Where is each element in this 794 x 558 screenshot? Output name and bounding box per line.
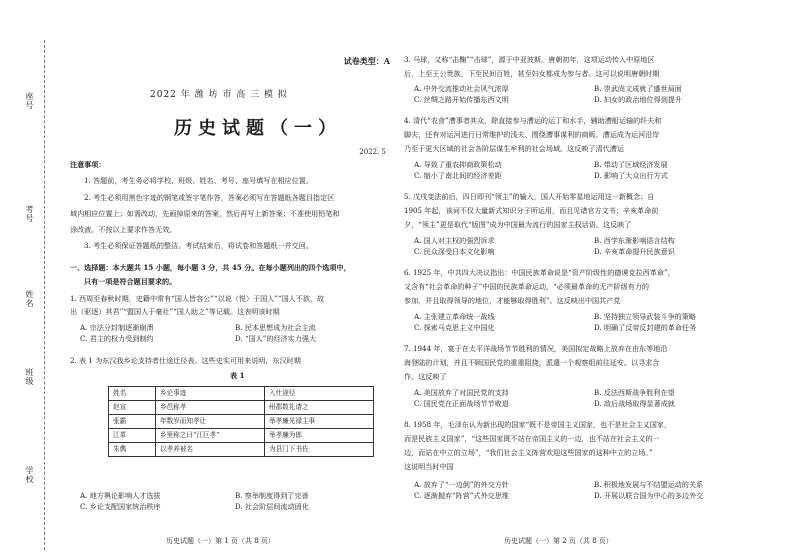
table-header-cell: 入仕途径 (265, 387, 374, 401)
question-4-text: 4. 清代“农食”漕事者其众，除直接参与漕运的运丁和水手，辅助漕船运输的纤夫和 (404, 116, 662, 125)
question-7-options (414, 388, 764, 410)
question-6-text: 又含有“社会革命的种子”中国的民族革命运动，“必须最革命的无产阶级有力的 (404, 282, 649, 291)
option: C. 君主的权力受到制约 (80, 333, 154, 343)
option: D. 社会阶层间流动固化 (235, 501, 309, 511)
question-6-options (414, 312, 764, 334)
question-6-text: 参加，并且取得领导的地位，才能够取得胜利”。这反映出中国共产党 (404, 296, 621, 305)
exam-no-field (24, 205, 35, 223)
option: C. 国民党在正面战场节节败退 (414, 398, 509, 408)
option: D. 妇女的政治地位得到提升 (594, 94, 682, 104)
notice-line: 3. 考生必须保证答题纸的整洁。考试结束后，将试卷和答题纸一并交回。 (84, 241, 313, 250)
option: A. 主张建立革命统一战线 (414, 312, 495, 321)
question-5-text: 1905 年起，该词不仅大量新式知识分子所运用，而且见诸官方文书；辛亥革命前 (404, 206, 659, 215)
table-cell: 以孝养被名 (156, 443, 265, 457)
option: D. 明确了反帝反封建的革命任务 (594, 322, 697, 332)
table-cell: 举孝廉光禄主事 (265, 415, 374, 429)
question-8-text: 8. 1958 年，毛泽东认为新出现的国家“既不是帝国主义国家，也不是社会主义国家， (404, 420, 672, 429)
option: A. 宗法分封制逐渐崩溃 (80, 323, 154, 332)
question-5-options (414, 236, 764, 258)
table-cell: 乡里称之曰“江巨孝” (156, 429, 265, 443)
option: B. 西学东渐影响语言结构 (594, 236, 675, 245)
table-cell: 举孝廉为郎 (265, 429, 374, 443)
table-header-cell: 姓名 (109, 387, 156, 401)
option: A. 美国放弃了对国民党的支持 (414, 388, 509, 397)
option: B. 积极地发展与不结盟运动的关系 (594, 480, 704, 489)
option: D. 辛亥革命提升民族意识 (594, 246, 675, 256)
question-8-text: 而是民族主义国家”，“这些国家既不站在帝国主义的一边，也不站在社会主义的一 (404, 434, 660, 443)
question-7-text: 作。这反映了 (404, 372, 447, 381)
question-8-text: 这说明当时中国 (404, 462, 454, 471)
option: D. 敌后战场取得显著成就 (594, 398, 675, 408)
binding-line (44, 40, 45, 550)
question-6-text: 6. 1925 年，中共四大决议指出：中国民族革命说是“资产阶级性的德谟克拉西革命”， (404, 268, 675, 277)
school-field (24, 466, 35, 484)
paper-type: 试卷类型：A (343, 56, 390, 66)
question-2-options (80, 491, 380, 513)
seat-field (24, 92, 35, 110)
question-3-options (414, 84, 764, 106)
table-1 (108, 386, 374, 457)
table-cell: 张霸 (109, 415, 156, 429)
question-3-text: 3. 马球，又称“击鞠”“击球”，源于中亚波斯。唐朝初年，这项运动传入中原地区 (404, 55, 655, 64)
option: C. 民众深受日本文化影响 (414, 246, 495, 256)
option: C. 探索马克思主义中国化 (414, 322, 495, 332)
notice-heading: 注意事项： (70, 160, 106, 169)
question-1-text: 出（驱逐）其君”“盟国人于毫社”“国人助之”等记载。这表明该时期 (70, 307, 280, 316)
option: D. “国人”的经济实力强大 (235, 333, 317, 343)
table-row (109, 401, 374, 415)
exam-date: 2022. 5 (359, 148, 386, 156)
option: D. 影响了大众出行方式 (594, 170, 668, 180)
margin-label-school: 学校 (25, 466, 34, 484)
margin-label-name: 姓名 (25, 290, 34, 308)
section-heading: 一、选择题：本大题共 15 小题，每小题 3 分，共 45 分。在每小题列出的四个选项中， (70, 263, 351, 272)
table-cell: 为县门下书佐 (265, 443, 374, 457)
notice-line: 2. 考生必须用黑色字迹的钢笔或签字笔作答，答案必须写在答题纸各题目指定区 (84, 193, 335, 202)
page-2-column (404, 0, 782, 558)
question-7-text: 海登陆的计划，并且不顾国民党的重重阻挠，派遣一个观察组前往延安。以寻求合 (404, 358, 660, 367)
notice-line: 1. 答题前，考生务必将学校、班级、姓名、考号、座号填写在相应位置。 (84, 176, 313, 185)
option: D. 开展以联合国为中心的多边外交 (594, 490, 704, 500)
table-row (109, 415, 374, 429)
table-cell: 乡邑称孝 (156, 401, 265, 415)
table-cell: 年数岁而知孝让 (156, 415, 265, 429)
option: C. 丝绸之路开始传播东西文明 (414, 94, 509, 104)
question-5-text: 夕，“领主”更是取代“版图”成为中国最为流行的国家主权话语。这反映了 (404, 220, 632, 229)
option: C. 逐渐抛弃“阵营”式外交思维 (414, 490, 509, 500)
table-header-cell: 乡论事迹 (156, 387, 265, 401)
page-1-column (70, 0, 392, 558)
option: B. 坚持独立领导武装斗争的策略 (594, 312, 696, 321)
table-header-row (109, 387, 374, 401)
table-cell: 江革 (109, 429, 156, 443)
margin-label-class: 班级 (25, 368, 34, 386)
table-cell: 赵宣 (109, 401, 156, 415)
question-2-text: 2. 表 1 为东汉我乡论支持者仕途迁径表。这些史实可用来说明，东汉时期 (70, 356, 301, 365)
page-title: 历史试题（一） (174, 118, 342, 139)
table-cell: 州郡数礼请之 (265, 401, 374, 415)
option: A. 中外交流推动社会风气浓厚 (414, 84, 509, 93)
option: C. 缩小了南北间的经济差距 (414, 170, 502, 180)
name-field (24, 290, 35, 308)
section-heading-cont: 只有一项是符合题目要求的。 (84, 277, 177, 286)
footer-page-1: 历史试题（一）第 1 页（共 8 页） (166, 537, 275, 545)
table-row (109, 429, 374, 443)
table-wrap (108, 386, 374, 457)
question-5-text: 5. 戊戌变法前后，四日即刊“领主”的输入，国人开始零星地运用这一新概念；自 (404, 192, 655, 201)
table-cell: 朱儁 (109, 443, 156, 457)
exam-name: 2022 年 潍 坊 市 高 三 模 拟 (150, 90, 288, 100)
option: B. 带动了区域经济发展 (594, 160, 668, 169)
option: A. 放弃了“一边倒”的外交方针 (414, 480, 509, 489)
footer-page-2: 历史试题（一）第 2 页（共 8 页） (504, 537, 613, 545)
table-title: 表 1 (230, 371, 245, 380)
option: B. 崇武尚文成就了盛世局面 (594, 84, 682, 93)
question-4-options (414, 160, 764, 182)
option: A. 导致了重农抑商政策松动 (414, 160, 502, 169)
table-row (109, 443, 374, 457)
notice-line: 域内相应位置上；如需改动，先画掉原来的答案，然后再写上新答案；不准使用铅笔和 (70, 209, 340, 218)
question-4-text: 乃至于更大区域的社会各阶层谋生牟利的社会场域。这反映了清代漕运 (404, 144, 624, 153)
question-1-options (80, 323, 380, 345)
option: A. 地方舆论影响人才选拔 (80, 491, 161, 500)
margin-label-seat: 座号 (25, 92, 34, 110)
question-8-options (414, 480, 764, 502)
notice-line: 涂改液。不按以上要求作答无效。 (70, 225, 177, 234)
class-field (24, 368, 35, 386)
question-7-text: 7. 1944 年，宴于在太平洋战场节节胜利的情况，美国拟定战略上放弃在由东等地沿 (404, 344, 668, 353)
question-4-text: 脚夫，还有对运河进行日常维护的浅夫、围绕漕事谋利的商贩。漕运成为运河沿岸 (404, 130, 660, 139)
option: A. 国人对主权的强烈诉求 (414, 236, 495, 245)
question-8-text: 边，而站在中立的立场”，“我们社会主义阵营欢迎这些国家的这种中立的立场。” (404, 448, 653, 457)
option: B. 民本思想成为社会主流 (235, 323, 316, 332)
question-1-text: 1. 西周至春秋时期，史籍中常有“国人皆容公”“以说（悦）于国人”“国人不欲，故 (70, 294, 325, 303)
margin-label-exam-no: 考号 (25, 205, 34, 223)
question-3-text: 后，上至王公贵族，下至民间百姓，甚至妇女都成为参与者。这可以说明唐朝时期 (404, 69, 660, 78)
binding-margin (0, 0, 62, 558)
option: B. 察举制度得到了完善 (235, 491, 309, 500)
option: B. 反法西斯战争胜利在望 (594, 388, 675, 397)
option: C. 乡论支配国家统治秩序 (80, 501, 161, 511)
